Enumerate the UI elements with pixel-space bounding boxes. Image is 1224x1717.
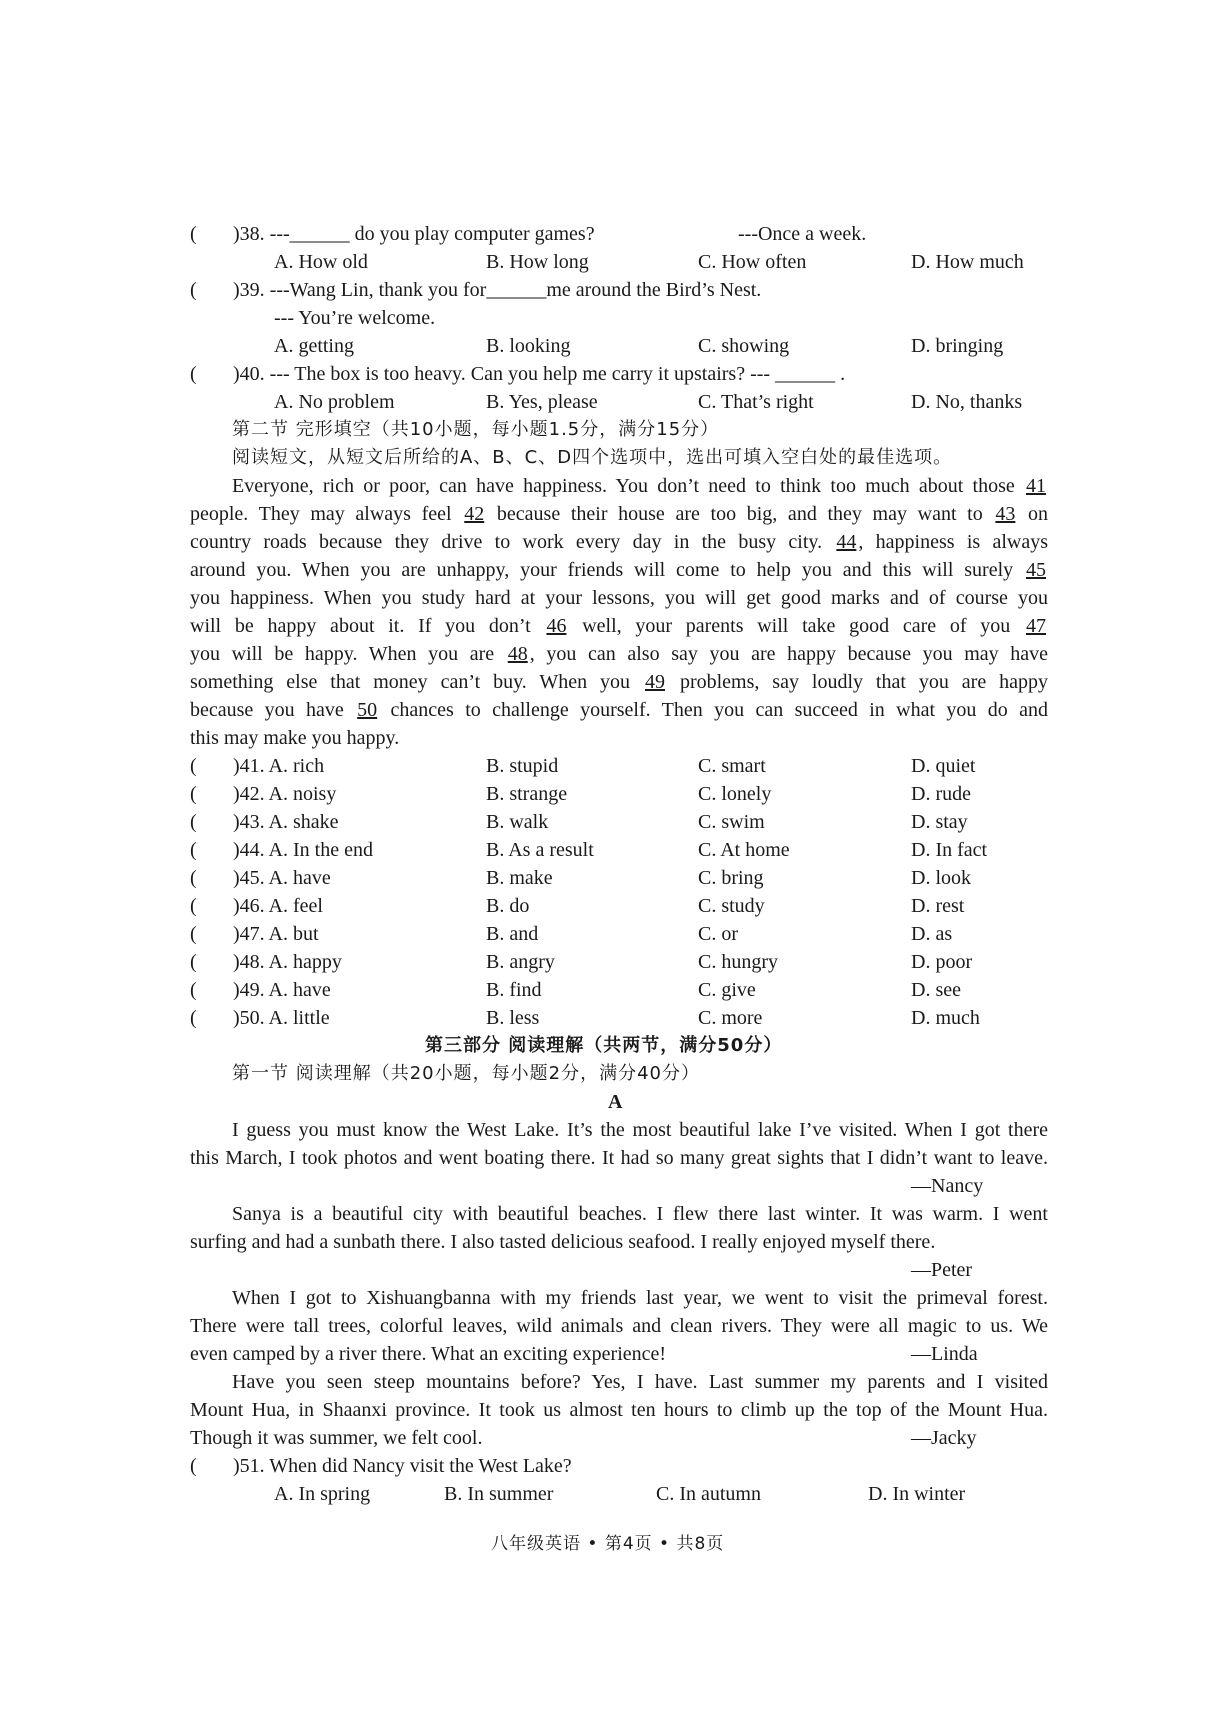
option-c: C. That’s right [698,391,814,413]
option-a: A. getting [274,335,354,357]
cloze-line: you happiness. When you study hard at your lessons, you will get good marks and of course you [190,587,1048,609]
cloze-instruction: 阅读短文，从短文后所给的A、B、C、D四个选项中，选出可填入空白处的最佳选项。 [232,447,953,468]
blank-42: 42 [464,503,485,525]
cloze-line: because you have 50 chances to challenge yourself. Then you can succeed in what you do and [190,699,1049,721]
cloze-line: you will be happy. When you are 48 , you can also say you are happy because you may have [190,643,1049,665]
answer-paren: ( [190,223,197,245]
cloze-line: people. They may always feel 42 because their house are too big, and they may want to 43 on [190,503,1049,525]
question-49: ( )49. A. have B. find C. give D. see [190,979,961,1001]
dialogue-line: --- You’re welcome. [274,307,436,329]
blank-49: 49 [645,671,665,693]
blank-43: 43 [995,503,1016,525]
passage-line: There were tall trees, colorful leaves, wild animals and clean rivers. They were all magic to us. We [190,1315,1048,1337]
question-38 [0,220,1000,248]
cloze-line: country roads because they drive to work every day in the busy city. 44 , happiness is always [190,531,1049,553]
passage-line: When I got to Xishuangbanna with my friends last year, we went to visit the primeval forest. [232,1287,1048,1309]
options-38 [0,248,1100,276]
passage-line: even camped by a river there. What an exciting experience! [190,1343,667,1365]
blank-41: 41 [1026,475,1046,497]
page-footer: 八年级英语 • 第4页 • 共8页 [491,1534,725,1554]
option-a: A. No problem [274,391,395,413]
answer-paren: ( [190,363,197,385]
question-42: ( )42. A. noisy B. strange C. lonely D. rude [190,783,971,805]
question-stem: )39. ---Wang Lin, thank you for______me around the Bird’s Nest. [233,279,762,301]
question-39 [0,276,1000,304]
options-40 [0,388,1100,416]
option-c: C. showing [698,335,790,357]
question-45: ( )45. A. have B. make C. bring D. look [190,867,971,889]
option-b: B. How long [486,251,589,273]
option-d: D. How much [911,251,1024,273]
passage-line: Sanya is a beautiful city with beautiful beaches. I flew there last winter. It was warm. I went [232,1203,1048,1225]
blank-45: 45 [1026,559,1047,581]
blank-50: 50 [357,699,378,721]
passage-line: surfing and had a sunbath there. I also tasted delicious seafood. I really enjoyed myself there. [190,1231,936,1253]
question-47: ( )47. A. but B. and C. or D. as [190,923,953,945]
cloze-line: this may make you happy. [190,727,400,749]
blank-46: 46 [546,615,567,637]
signature: —Peter [911,1259,973,1281]
passage-line: I guess you must know the West Lake. It’s the most beautiful lake I’ve visited. When I got there [232,1119,1048,1141]
options-51 [0,1480,1100,1508]
passage-label: A [608,1091,623,1113]
blank-44: 44 [836,531,857,553]
cloze-line: around you. When you are unhappy, your friends will come to help you and this will surely 45 [190,559,1047,581]
question-stem: )51. When did Nancy visit the West Lake? [233,1455,572,1477]
answer-paren: ( [190,279,197,301]
blank-48: 48 [507,643,528,665]
question-40 [0,360,1000,388]
option-a: A. How old [274,251,368,273]
passage-line: Mount Hua, in Shaanxi province. It took us almost ten hours to climb up the top of the Mount Hua. [190,1399,1048,1421]
option-a: A. In spring [274,1483,371,1505]
option-b: B. In summer [444,1483,554,1505]
passage-line: this March, I took photos and went boating there. It had so many great sights that I didn’t want to leave. [190,1147,1048,1169]
blank-47: 47 [1026,615,1046,637]
question-44: ( )44. A. In the end B. As a result C. At home D. In fact [190,839,988,861]
signature: —Linda [911,1343,978,1365]
option-b: B. looking [486,335,571,357]
option-c: C. How often [698,251,807,273]
question-41: ( )41. A. rich B. stupid C. smart D. quiet [190,755,976,777]
option-b: B. Yes, please [486,391,598,413]
answer-paren: ( [190,1455,197,1477]
option-d: D. bringing [911,335,1004,357]
question-48: ( )48. A. happy B. angry C. hungry D. poor [190,951,973,973]
question-stem: )40. --- The box is too heavy. Can you help me carry it upstairs? --- ______ . [233,363,846,385]
passage-line: Though it was summer, we felt cool. [190,1427,483,1449]
cloze-line: Everyone, rich or poor, can have happiness. You don’t need to think too much about those 41 [232,475,1046,497]
cloze-line: something else that money can’t buy. When you 49 problems, say loudly that you are happy [190,671,1049,693]
cloze-line: will be happy about it. If you don’t 46 well, your parents will take good care of you 47 [190,615,1046,637]
passage-line: Have you seen steep mountains before? Yes, I have. Last summer my parents and I visited [232,1371,1048,1393]
option-d: D. No, thanks [911,391,1023,413]
question-50: ( )50. A. little B. less C. more D. much [190,1007,980,1029]
question-43: ( )43. A. shake B. walk C. swim D. stay [190,811,968,833]
signature: —Jacky [911,1427,977,1449]
section-heading-cloze: 第二节 完形填空（共10小题，每小题1.5分，满分15分） [232,419,720,440]
section-heading-reading: 第一节 阅读理解（共20小题，每小题2分，满分40分） [232,1063,700,1084]
signature: —Nancy [911,1175,984,1197]
option-d: D. In winter [868,1483,966,1505]
options-39 [0,332,1100,360]
question-46: ( )46. A. feel B. do C. study D. rest [190,895,965,917]
option-c: C. In autumn [656,1483,761,1505]
question-stem: )38. ---______ do you play computer games? [233,223,595,245]
part-heading-reading: 第三部分 阅读理解（共两节，满分50分） [425,1035,783,1056]
question-51 [0,1452,1000,1480]
dialogue-answer: ---Once a week. [738,223,867,245]
